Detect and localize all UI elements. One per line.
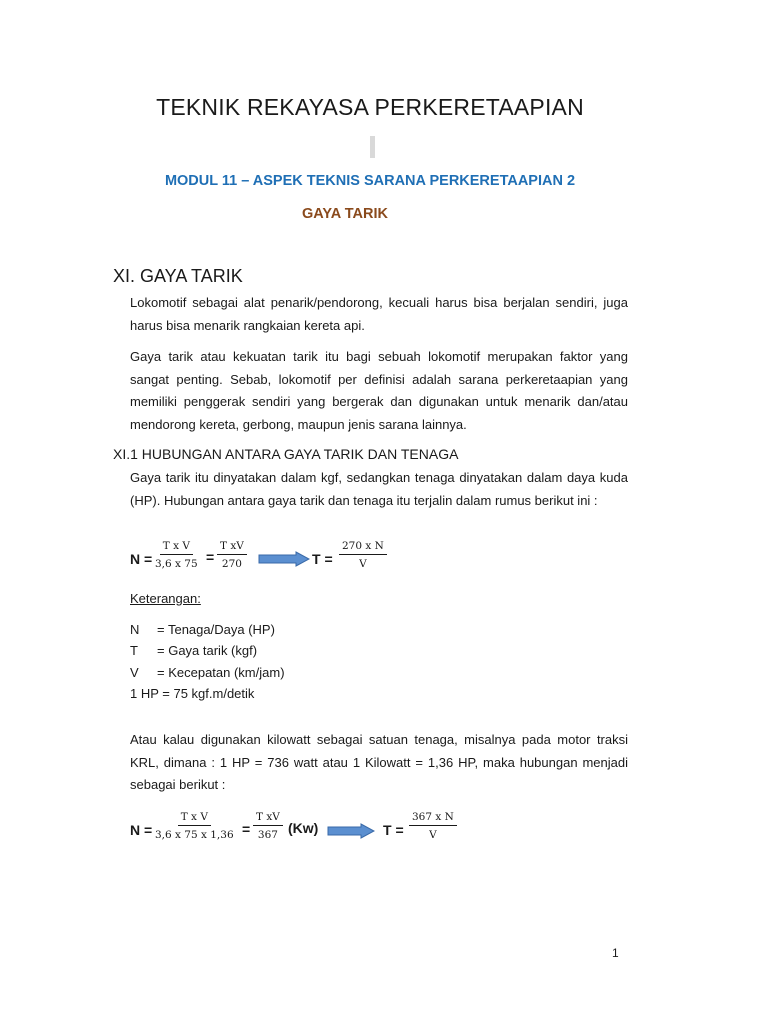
module-subtitle: GAYA TARIK [302, 206, 388, 222]
module-title: MODUL 11 – ASPEK TEKNIS SARANA PERKERETAAPIAN 2 [164, 173, 576, 189]
formula-lhs: N = [130, 822, 153, 838]
subsection-heading: XI.1 HUBUNGAN ANTARA GAYA TARIK DAN TENAGA [113, 446, 459, 462]
fraction-numerator: T xV [217, 539, 247, 555]
fraction-numerator: T x V [178, 810, 211, 826]
paragraph: Lokomotif sebagai alat penarik/pendorong, kecuali harus bisa berjalan sendiri, juga harus bisa menarik rangkaian kereta api. [130, 295, 628, 333]
right-arrow-icon [258, 551, 310, 567]
fraction [253, 810, 283, 842]
legend-item [130, 622, 275, 637]
equals-sign: = [242, 821, 251, 837]
fraction-denominator: 3,6 x 75 [155, 558, 198, 570]
paragraph: Atau kalau digunakan kilowatt sebagai satuan tenaga, misalnya pada motor traksi KRL, dimana : 1 HP = 736 watt atau 1 Kilowatt = 1,36 HP, maka hubungan menjadi sebagai berikut : [130, 732, 628, 792]
fraction [409, 810, 457, 842]
formula-rhs: T = [312, 551, 333, 567]
document-title: TEKNIK REKAYASA PERKERETAAPIAN [156, 94, 584, 120]
legend-symbol: T [130, 643, 138, 658]
paragraph: Gaya tarik itu dinyatakan dalam kgf, sedangkan tenaga dinyatakan dalam daya kuda (HP). Hubungan antara gaya tarik dan tenaga itu terjalin dalam rumus berikut ini : [130, 470, 628, 508]
fraction-numerator: 367 x N [409, 810, 457, 826]
unit-label: (Kw) [288, 820, 319, 836]
legend-item [130, 665, 285, 680]
fraction [217, 539, 247, 571]
section-heading: XI. GAYA TARIK [113, 266, 243, 286]
text-cursor-mark [370, 136, 375, 158]
legend-symbol: N [130, 622, 140, 637]
fraction-denominator: V [359, 558, 367, 570]
formula-lhs: N = [130, 551, 153, 567]
fraction [152, 539, 201, 571]
formula-rhs: T = [383, 822, 404, 838]
fraction-denominator: 3,6 x 75 x 1,36 [155, 829, 234, 841]
fraction-numerator: T xV [253, 810, 283, 826]
fraction [339, 539, 387, 571]
fraction [152, 810, 237, 842]
legend-symbol: V [130, 665, 139, 680]
hp-definition: 1 HP = 75 kgf.m/detik [130, 686, 255, 701]
fraction-denominator: 367 [257, 829, 278, 841]
keterangan-label: Keterangan: [130, 591, 201, 606]
equals-sign: = [206, 549, 215, 565]
fraction-denominator: V [429, 829, 437, 841]
fraction-numerator: 270 x N [339, 539, 387, 555]
legend-item [130, 643, 257, 658]
fraction-denominator: 270 [221, 558, 242, 570]
fraction-numerator: T x V [160, 539, 193, 555]
legend-description: = Kecepatan (km/jam) [157, 665, 285, 680]
legend-description: = Gaya tarik (kgf) [157, 643, 258, 658]
page-number: 1 [612, 946, 619, 960]
paragraph: Gaya tarik atau kekuatan tarik itu bagi sebuah lokomotif merupakan faktor yang sangat penting. Sebab, lokomotif per definisi adalah sarana perkeretaapian yang memiliki penggerak sendiri yang bergerak dan digunakan untuk menarik dan/atau mendorong kereta, gerbong, maupun jenis sarana lainnya. [130, 349, 628, 432]
right-arrow-icon [327, 823, 375, 839]
legend-description: = Tenaga/Daya (HP) [157, 622, 275, 637]
